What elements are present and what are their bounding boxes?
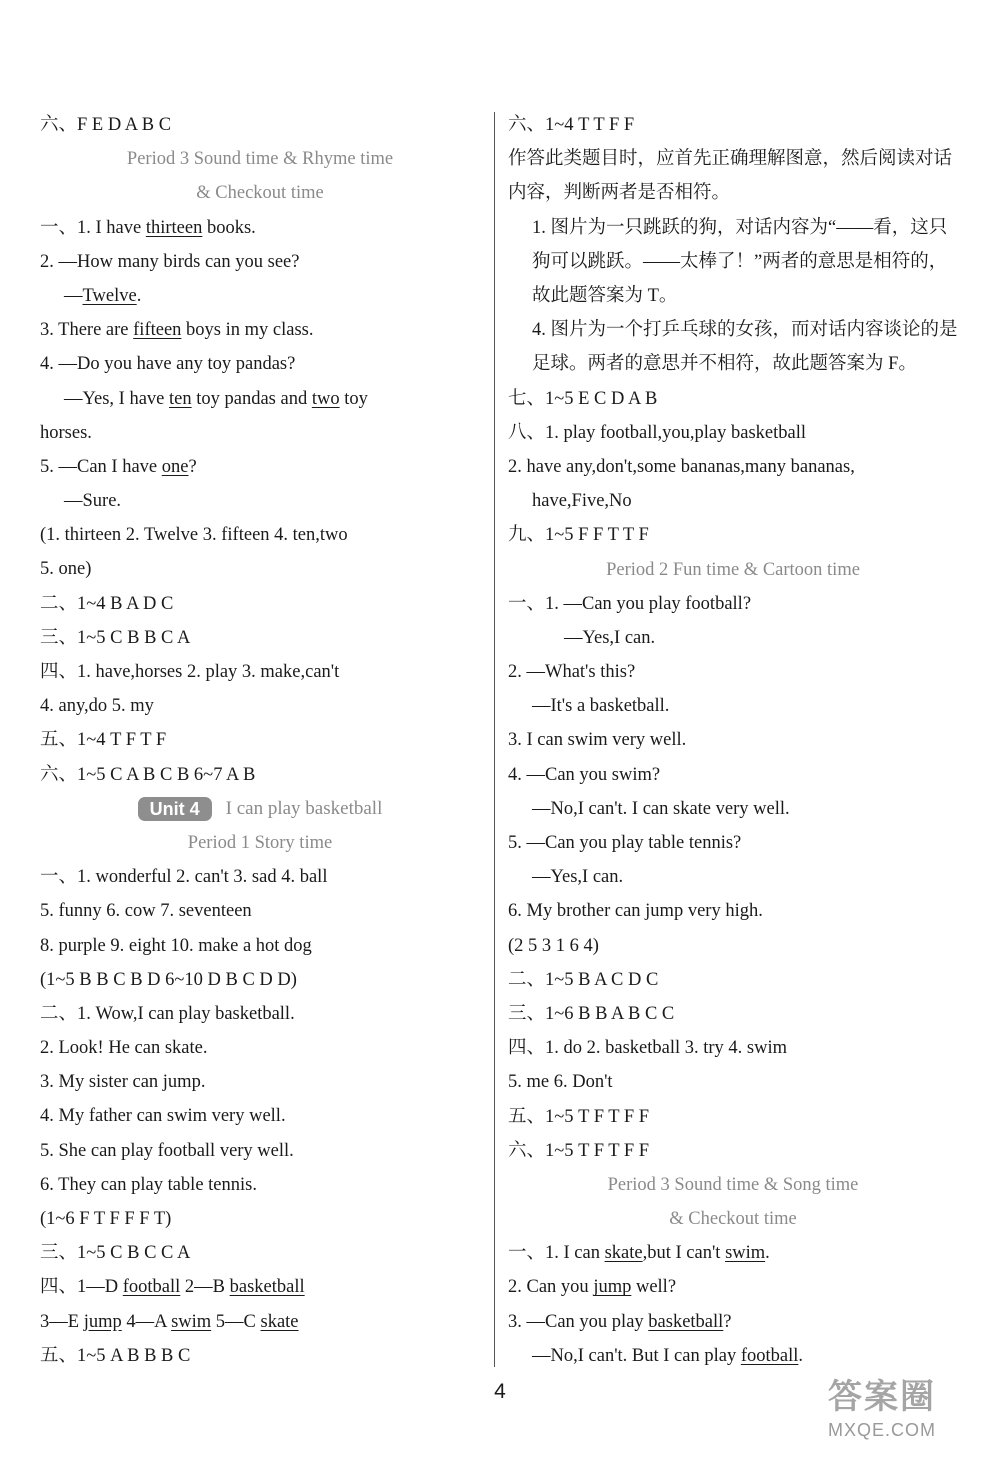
answer-line: 2. —What's this?	[508, 662, 636, 683]
answer-text: 2. Can you	[508, 1277, 594, 1298]
answer-line	[40, 211, 480, 245]
answer-line: 3. My sister can jump.	[40, 1072, 206, 1093]
answer-underlined: swim	[171, 1311, 212, 1332]
answer-line: 三、1~5 C B B C A	[40, 627, 191, 648]
answer-line: 4. any,do 5. my	[40, 696, 154, 717]
answer-line: 2. Look! He can skate.	[40, 1038, 208, 1059]
answer-line: 五、1~5 T F T F F	[508, 1106, 650, 1127]
answer-line: —Yes,I can.	[564, 627, 656, 648]
answer-text: 一、1. I have	[40, 217, 146, 238]
answer-line	[40, 1270, 480, 1304]
explanation-paragraph: 作答此类题目时，应首先正确理解图意，然后阅读对话内容，判断两者是否相符。	[508, 149, 953, 204]
answer-underlined: thirteen	[145, 217, 203, 238]
answer-line: (1. thirteen 2. Twelve 3. fifteen 4. ten,two	[40, 525, 348, 546]
answer-line: 5. one)	[40, 559, 92, 580]
section-heading: & Checkout time	[669, 1209, 797, 1230]
explanation-paragraph: 4. 图片为一个打乒乓球的女孩，而对话内容谈论的是足球。两者的意思并不相符，故此题答案为 F。	[532, 320, 958, 375]
answer-underlined: basketball	[229, 1277, 305, 1298]
answer-line: —It's a basketball.	[532, 696, 670, 717]
answer-text: ?	[188, 456, 197, 477]
answer-line	[40, 382, 480, 416]
answer-line: 四、1. have,horses 2. play 3. make,can't	[40, 662, 340, 682]
answer-line	[508, 1339, 958, 1373]
answer-line: 八、1. play football,you,play basketball	[508, 422, 806, 443]
answer-line: (1~6 F T F F F T)	[40, 1209, 172, 1229]
answer-underlined: jump	[593, 1277, 632, 1298]
answer-underlined: football	[122, 1277, 181, 1298]
section-heading: Period 3 Sound time & Rhyme time	[126, 149, 394, 170]
watermark-en: MXQE.COM	[827, 1420, 936, 1440]
answer-line: (2 5 3 1 6 4)	[508, 935, 599, 956]
answer-text: 5—C	[211, 1311, 261, 1332]
answer-text: 3. There are	[40, 320, 134, 341]
answer-line: (1~5 B B C B D 6~10 D B C D D)	[40, 969, 297, 990]
answer-line: 六、1~5 T F T F F	[508, 1140, 650, 1161]
answer-underlined: jump	[83, 1311, 122, 1332]
answer-underlined: ten	[169, 388, 192, 409]
answer-line: 4. —Can you swim?	[508, 764, 661, 785]
answer-line: 3. I can swim very well.	[508, 730, 687, 751]
section-heading: Period 2 Fun time & Cartoon time	[606, 559, 860, 580]
answer-text: —	[64, 285, 83, 306]
answer-text: 4—A	[121, 1311, 172, 1332]
answer-line: 8. purple 9. eight 10. make a hot dog	[40, 935, 312, 956]
page-number: 4	[494, 1380, 506, 1403]
answer-line	[508, 1270, 958, 1304]
answer-text: toy pandas and	[191, 388, 312, 409]
answer-line: 二、1~4 B A D C	[40, 593, 174, 614]
answer-text: 5. —Can I have	[40, 456, 162, 477]
answer-line: —No,I can't. I can skate very well.	[532, 798, 790, 819]
answer-underlined: skate	[604, 1243, 643, 1264]
answer-line: 2. —How many birds can you see?	[40, 251, 300, 272]
answer-line: 四、1. do 2. basketball 3. try 4. swim	[508, 1038, 788, 1059]
answer-underlined: fifteen	[133, 320, 182, 341]
answer-text: well?	[631, 1277, 677, 1298]
answer-line: 六、1~5 C A B C B 6~7 A B	[40, 764, 256, 785]
answer-underlined: basketball	[648, 1311, 724, 1332]
answer-line: 5. me 6. Don't	[508, 1072, 613, 1093]
answer-line: 2. have any,don't,some bananas,many bananas,	[508, 456, 855, 477]
left-column	[40, 108, 480, 1373]
watermark-cn: 答案圈	[828, 1378, 936, 1416]
answer-text: .	[765, 1243, 770, 1264]
answer-line: 4. —Do you have any toy pandas?	[40, 354, 296, 375]
answer-line: 4. My father can swim very well.	[40, 1106, 286, 1127]
unit-name: I can play basketball	[225, 797, 383, 819]
answer-underlined: swim	[725, 1243, 766, 1264]
answer-text: .	[798, 1345, 804, 1366]
answer-line: have,Five,No	[532, 491, 632, 512]
answer-text: toy	[339, 388, 368, 409]
answer-text: ?	[723, 1311, 732, 1332]
answer-underlined: one	[161, 456, 189, 477]
watermark-logo	[782, 1369, 982, 1449]
answer-line: 二、1~5 B A C D C	[508, 969, 659, 990]
answer-line: —Yes,I can.	[532, 867, 624, 888]
answer-text: .	[136, 285, 142, 306]
right-column	[508, 108, 958, 1373]
answer-line	[508, 1305, 958, 1339]
answer-line: —Sure.	[64, 491, 122, 512]
answer-line	[40, 313, 480, 347]
answer-text: ,but I can't	[642, 1243, 726, 1264]
unit-badge: Unit 4	[138, 797, 212, 821]
answer-underlined: Twelve	[82, 285, 137, 306]
answer-text: 3. —Can you play	[508, 1311, 649, 1332]
explanation-paragraph: 1. 图片为一只跳跃的狗，对话内容为“——看，这只狗可以跳跃。——太棒了！”两者的意思是相符的，故此题答案为 T。	[532, 217, 948, 306]
answer-line: 七、1~5 E C D A B	[508, 388, 658, 409]
answer-line	[40, 450, 480, 484]
answer-line	[508, 1236, 958, 1270]
answer-line: 三、1~5 C B C C A	[40, 1243, 191, 1264]
answer-line: 六、F E D A B C	[40, 115, 172, 135]
answer-line: 六、1~4 T T F F	[508, 115, 635, 135]
answer-text: books.	[202, 217, 256, 238]
answer-text: 四、1—D	[40, 1277, 123, 1298]
section-heading: Period 3 Sound time & Song time	[607, 1174, 859, 1195]
answer-text: —No,I can't. But I can play	[532, 1345, 741, 1366]
answer-line: 九、1~5 F F T T F	[508, 525, 649, 546]
answer-line: 二、1. Wow,I can play basketball.	[40, 1003, 295, 1024]
answer-text: 3—E	[40, 1311, 84, 1332]
answer-underlined: two	[311, 388, 340, 409]
answer-line: 5. funny 6. cow 7. seventeen	[40, 901, 252, 922]
answer-underlined: skate	[260, 1311, 299, 1332]
column-divider	[494, 112, 495, 1367]
answer-text: —Yes, I have	[64, 388, 170, 409]
unit-title	[40, 792, 480, 826]
answer-underlined: football	[740, 1345, 799, 1366]
answer-line: 一、1. wonderful 2. can't 3. sad 4. ball	[40, 867, 328, 888]
section-heading: Period 1 Story time	[187, 832, 333, 853]
answer-text: 2—B	[180, 1277, 230, 1298]
answer-line: 三、1~6 B B A B C C	[508, 1003, 675, 1024]
answer-line: 一、1. —Can you play football?	[508, 593, 752, 614]
answer-line: 6. They can play table tennis.	[40, 1174, 257, 1195]
answer-line	[40, 279, 480, 313]
answer-line: horses.	[40, 422, 92, 443]
answer-line: 五、1~4 T F T F	[40, 730, 167, 751]
answer-line: 5. She can play football very well.	[40, 1140, 294, 1161]
answer-line	[40, 1305, 480, 1339]
answer-line: 6. My brother can jump very high.	[508, 901, 763, 922]
answer-line: 五、1~5 A B B B C	[40, 1345, 191, 1366]
section-heading: & Checkout time	[196, 183, 324, 204]
answer-line: 5. —Can you play table tennis?	[508, 833, 742, 854]
answer-text: boys in my class.	[181, 320, 314, 341]
answer-text: 一、1. I can	[508, 1243, 605, 1264]
